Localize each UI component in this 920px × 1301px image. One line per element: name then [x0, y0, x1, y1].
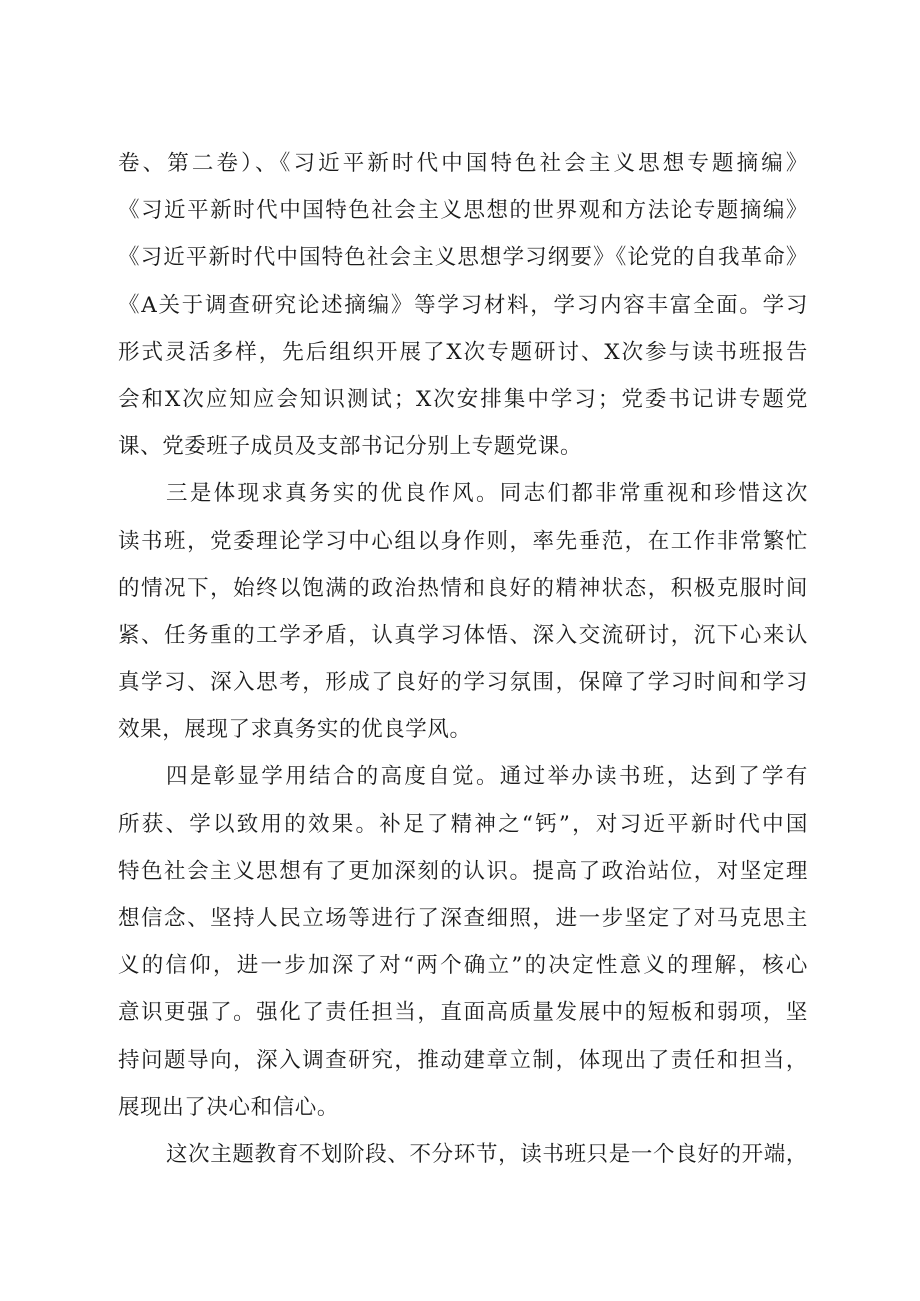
text-line-11: 紧、任务重的工学矛盾，认真学习体悟、深入交流研讨，沉下心来认 [118, 622, 808, 648]
text-line-17: 想信念、坚持人民立场等进行了深查细照，进一步坚定了对马克思主 [118, 906, 808, 931]
text-line-6: 会和X次应知应会知识测试；X次安排集中学习；党委书记讲专题党 [118, 386, 808, 412]
text-line-10: 的情况下，始终以饱满的政治热情和良好的精神状态，积极克服时间 [118, 575, 808, 601]
paragraph-4-heading-line: 四是彰显学用结合的高度自觉。通过举办读书班，达到了学有 [166, 764, 808, 790]
text-line-2: 《习近平新时代中国特色社会主义思想的世界观和方法论专题摘编》 [118, 198, 808, 224]
text-line-16: 特色社会主义思想有了更加深刻的认识。提高了政治站位，对坚定理 [118, 858, 808, 884]
text-line-12: 真学习、深入思考，形成了良好的学习氛围，保障了学习时间和学习 [118, 670, 808, 696]
paragraph-3-heading-line: 三是体现求真务实的优良作风。同志们都非常重视和珍惜这次 [166, 481, 808, 507]
text-line-13: 效果，展现了求真务实的优良学风。 [118, 717, 472, 743]
text-line-1: 卷、第二卷）、《习近平新时代中国特色社会主义思想专题摘编》 [118, 151, 808, 176]
text-line-15: 所获、学以致用的效果。补足了精神之“钙”，对习近平新时代中国 [118, 811, 808, 837]
text-line-5: 形式灵活多样，先后组织开展了X次专题研讨、X次参与读书班报告 [118, 339, 808, 365]
text-line-4: 《A关于调查研究论述摘编》等学习材料，学习内容丰富全面。学习 [118, 292, 808, 318]
text-line-7: 课、党委班子成员及支部书记分别上专题党课。 [118, 434, 583, 460]
text-line-3: 《习近平新时代中国特色社会主义思想学习纲要》《论党的自我革命》 [118, 245, 808, 271]
text-line-9: 读书班，党委理论学习中心组以身作则，率先垂范，在工作非常繁忙 [118, 528, 808, 554]
text-line-20: 持问题导向，深入调查研究，推动建章立制，体现出了责任和担当， [118, 1047, 808, 1073]
paragraph-5-first-line: 这次主题教育不划阶段、不分环节，读书班只是一个良好的开端， [166, 1141, 808, 1167]
text-line-18: 义的信仰，进一步加深了对“两个确立”的决定性意义的理解，核心 [118, 953, 808, 979]
document-body [118, 140, 808, 1178]
text-line-21: 展现出了决心和信心。 [118, 1094, 340, 1120]
text-line-19: 意识更强了。强化了责任担当，直面高质量发展中的短板和弱项，坚 [118, 1000, 808, 1026]
